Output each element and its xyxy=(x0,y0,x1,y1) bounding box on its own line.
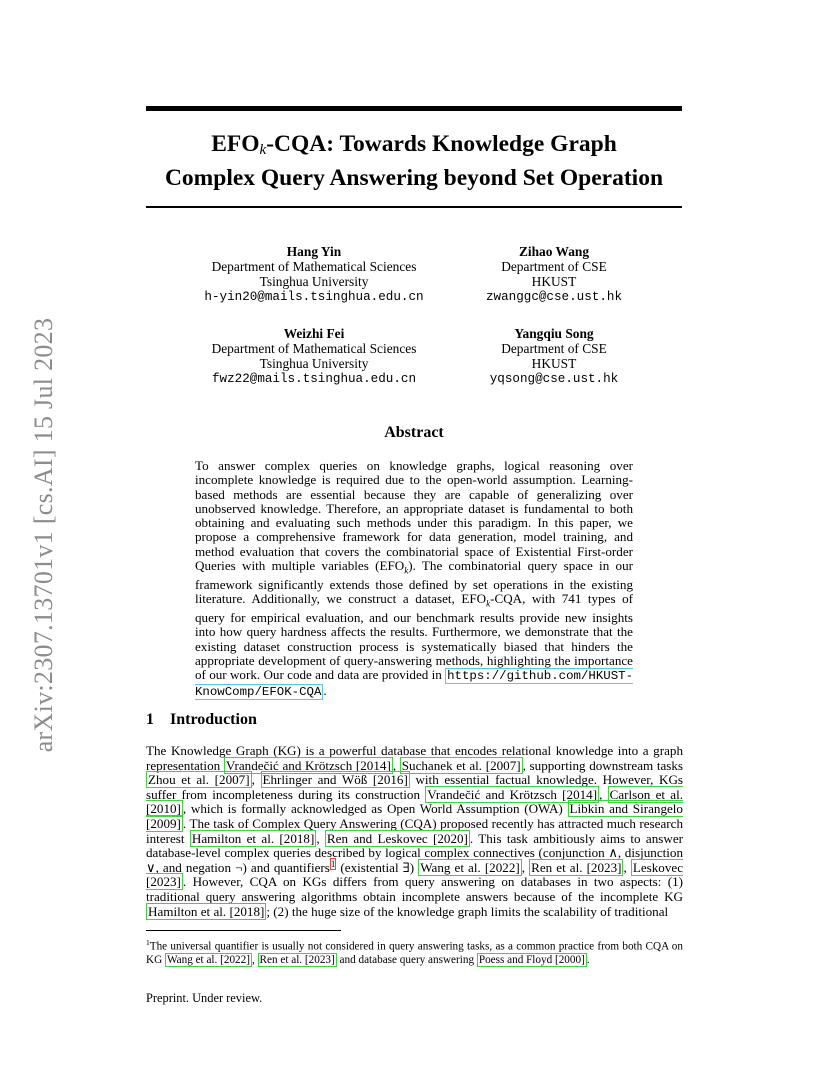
author-institution: Tsinghua University xyxy=(259,274,369,290)
author-affiliation: Department of CSE xyxy=(501,341,607,357)
citation-link[interactable]: Hamilton et al. [2018] xyxy=(148,903,265,919)
citation-link[interactable]: Leskovec [2023] xyxy=(146,859,684,890)
author-affiliation: Department of Mathematical Sciences xyxy=(211,341,417,357)
title-top-rule xyxy=(146,106,682,111)
citation-link[interactable]: Wang et al. [2022] xyxy=(420,859,520,875)
footnote-text: The universal quantifier is usually not considered in query answering tasks, as a common practice from both CQA on KG xyxy=(146,940,683,967)
title-post: -CQA: Towards Knowledge Graph xyxy=(266,131,617,157)
author-email: fwz22@mails.tsinghua.edu.cn xyxy=(211,371,417,386)
title-bottom-rule xyxy=(146,206,682,208)
author-institution: HKUST xyxy=(531,274,577,290)
intro-text: , xyxy=(521,859,530,875)
footnote xyxy=(146,936,683,968)
paper-title xyxy=(146,130,682,192)
citation-link[interactable]: Ehrlinger and Wöß [2016] xyxy=(262,772,408,788)
citation-link[interactable]: Zhou et al. [2007] xyxy=(148,772,250,788)
author-institution: Tsinghua University xyxy=(259,356,369,372)
title-pre: EFO xyxy=(211,131,260,157)
intro-text: , xyxy=(623,859,631,875)
abstract-heading: Abstract xyxy=(384,424,444,441)
title-line2: Complex Query Answering beyond Set Operation xyxy=(164,165,664,191)
intro-text: (existential ∃) xyxy=(336,859,419,875)
intro-text: , xyxy=(599,786,608,802)
preprint-note: Preprint. Under review. xyxy=(146,991,263,1005)
citation-link[interactable]: Vrandečić and Krötzsch [2014] xyxy=(427,786,598,802)
author-name: Zihao Wang xyxy=(518,244,590,259)
abstract-body xyxy=(195,459,633,699)
intro-text: , xyxy=(392,757,400,773)
author-email: h-yin20@mails.tsinghua.edu.cn xyxy=(204,289,424,304)
intro-text: . The task of Complex Query Answering (CQA) proposed recently has attracted much research interest xyxy=(146,815,683,846)
abstract-text: To answer complex queries on knowledge graphs, logical reasoning over incomplete knowledge is required due to the open-world assumption. Learning-based methods are essential because they are capable of generalizing over unobserved knowledge. Therefore, an appropriate dataset is fundamental to both obtaining and evaluating such methods under this paradigm. In this paper, we propose a comprehensive framework for data generation, model training, and method evaluation that covers the combinatorial space of Existential First-order Queries with multiple variables (EFO xyxy=(195,458,633,574)
intro-text: , xyxy=(316,830,325,846)
section-heading xyxy=(146,711,257,729)
abstract-subscript: k xyxy=(404,565,409,576)
footnote-ref-link[interactable]: 1 xyxy=(330,858,336,869)
abstract-subscript: k xyxy=(486,598,491,609)
intro-body xyxy=(146,744,683,919)
citation-link[interactable]: Suchanek et al. [2007] xyxy=(401,757,521,773)
footnote-text: and database query answering xyxy=(336,954,477,967)
author-name: Weizhi Fei xyxy=(283,326,345,341)
intro-text: ; (2) the huge size of the knowledge graph limits the scalability of traditional xyxy=(266,903,669,919)
abstract-text: -CQA, with 741 types of query for empirical evaluation, and our benchmark results provide new insights into how query hardness affects the results. Furthermore, we demonstrate that the existing dataset construction process is systematically biased that hinders the appropriate development of query-answering methods, highlighting the importance of our work. Our code and data are provided in xyxy=(195,591,633,683)
footnote-mark: 1 xyxy=(146,938,150,947)
title-subscript: k xyxy=(259,142,267,158)
footnote-text: . xyxy=(586,954,590,967)
citation-link[interactable]: Hamilton et al. [2018] xyxy=(191,830,315,846)
citation-link[interactable]: Libkin and Sirangelo [2009] xyxy=(146,801,683,831)
author-affiliation: Department of Mathematical Sciences xyxy=(211,259,417,275)
citation-link[interactable]: Ren et al. [2023] xyxy=(259,954,335,967)
citation-link[interactable]: Ren et al. [2023] xyxy=(531,859,622,875)
author-email: yqsong@cse.ust.hk xyxy=(489,371,619,386)
author-block-1 xyxy=(184,244,444,305)
author-name: Yangqiu Song xyxy=(514,326,594,341)
intro-text: , which is formally acknowledged as Open World Assumption (OWA) xyxy=(182,801,568,817)
citation-link[interactable]: Vrandečić and Krötzsch [2014] xyxy=(225,757,391,773)
section-number: 1 xyxy=(146,711,154,728)
author-block-3 xyxy=(184,326,444,387)
section-title: Introduction xyxy=(170,711,257,728)
intro-text: with essential factual knowledge. However, KGs suffer from incompleteness during its construction xyxy=(146,772,684,802)
author-institution: HKUST xyxy=(531,356,577,372)
intro-text: . However, CQA on KGs differs from query answering on databases in two aspects: (1) traditional query answering algorithms obtain incomplete answers because of the incomplete KG xyxy=(146,874,683,904)
arxiv-stamp: arXiv:2307.13701v1 [cs.AI] 15 Jul 2023 xyxy=(29,317,58,753)
citation-link[interactable]: Wang et al. [2022] xyxy=(166,954,250,967)
abstract-text: . xyxy=(323,682,327,698)
citation-link[interactable]: Ren and Leskovec [2020] xyxy=(326,830,468,846)
intro-text: The Knowledge Graph (KG) is a powerful database that encodes relational knowledge into a graph representation xyxy=(146,743,683,773)
citation-link[interactable]: Poess and Floyd [2000] xyxy=(478,954,585,967)
citation-link[interactable]: Carlson et al. [2010] xyxy=(146,786,684,817)
intro-text: , supporting downstream tasks xyxy=(522,757,684,773)
intro-text: , xyxy=(251,772,261,788)
author-name: Hang Yin xyxy=(286,244,342,259)
intro-text: . This task ambitiously aims to answer database-level complex queries described by logical complex connectives (conjunction ∧, disjunction ∨, and negation ¬) and quantifiers xyxy=(146,830,683,875)
author-affiliation: Department of CSE xyxy=(501,259,607,275)
code-link[interactable]: https://github.com/HKUST-KnowComp/EFOK-CQA xyxy=(195,669,633,699)
abstract-text: ). The combinatorial query space in our framework significantly extends those defined by set operations in the existing literature. Additionally, we construct a dataset, EFO xyxy=(195,558,633,607)
footnote-text: , xyxy=(251,954,258,967)
author-block-2 xyxy=(464,244,644,305)
author-block-4 xyxy=(464,326,644,387)
footnote-rule xyxy=(146,930,341,931)
author-email: zwanggc@cse.ust.hk xyxy=(485,289,623,304)
